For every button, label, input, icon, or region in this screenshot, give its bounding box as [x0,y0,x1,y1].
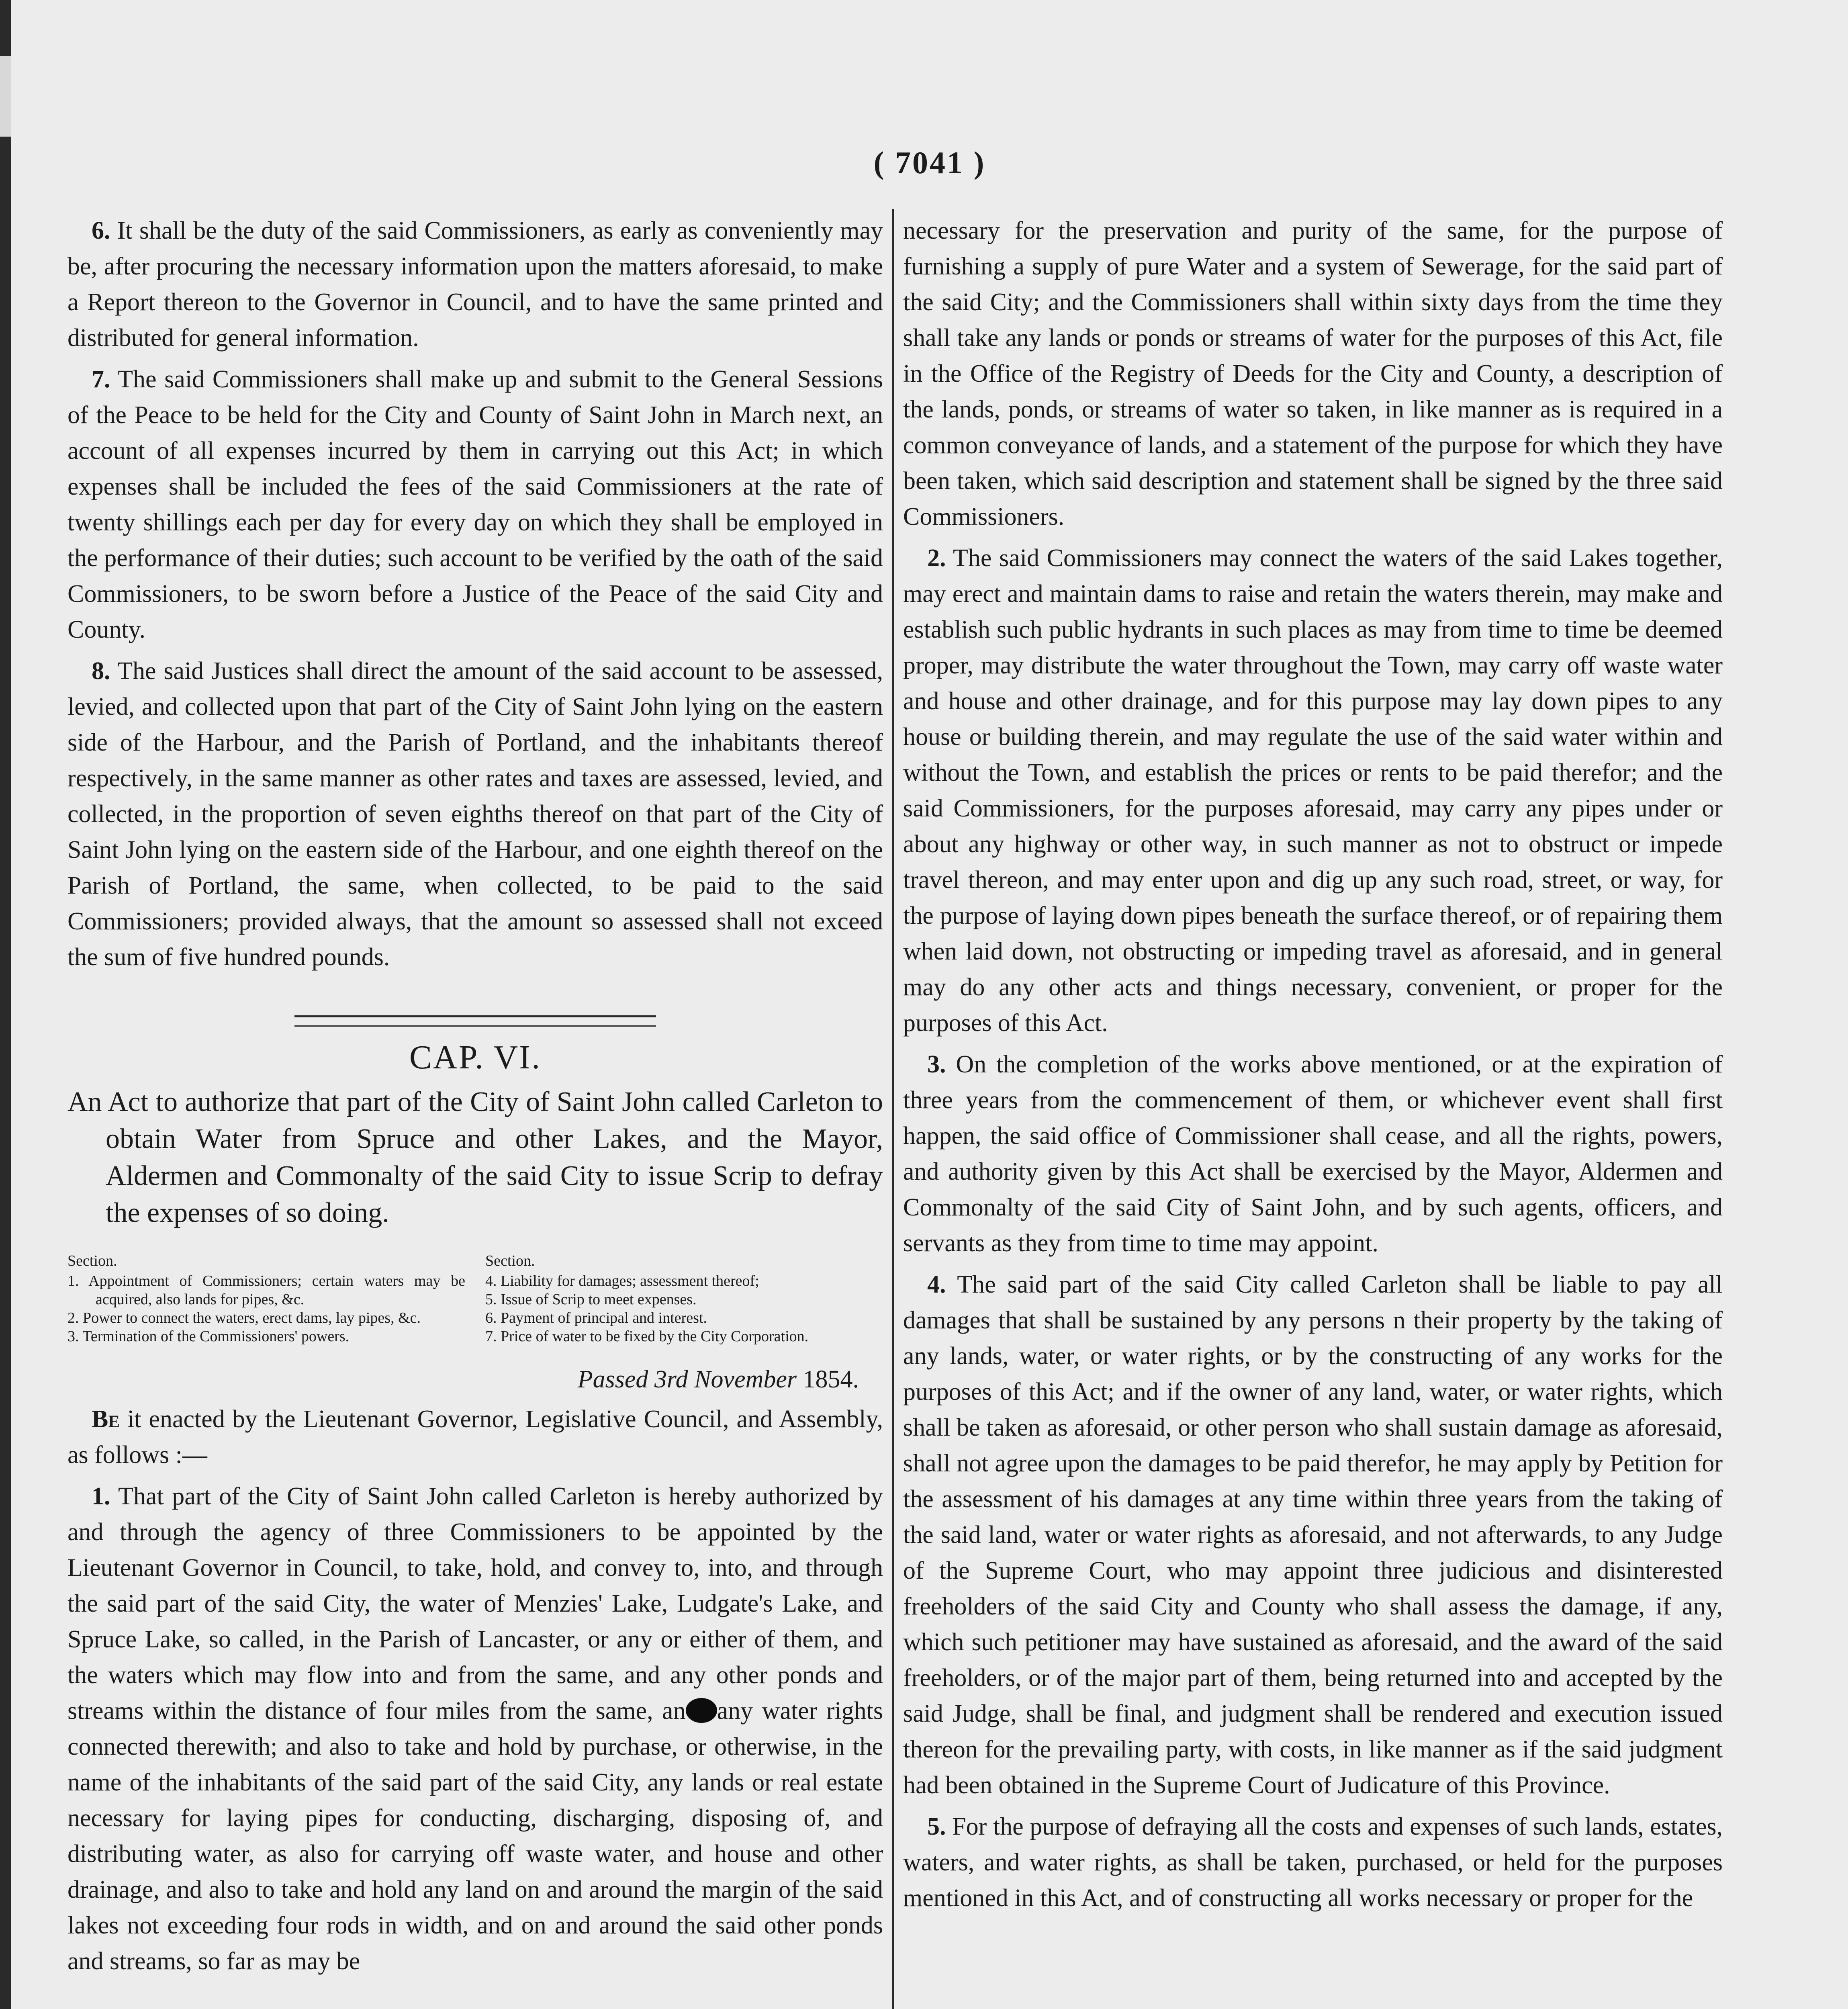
scan-left-edge [0,0,11,2009]
section-4-paragraph [903,1267,1723,1803]
section-3-paragraph [903,1047,1723,1261]
section-text: That part of the City of Saint John called Carleton is hereby authorized by and through the agency of three Commissioners to be appointed by the Lieutenant Governor in Council, to take, hold, and convey to, into, and through the said part of the said City, the water of Menzies' Lake, Ludgate's Lake, and Spruce Lake, so called, in the Parish of Lancaster, or any or either of them, and the waters which may flow into and from the same, and any other ponds and streams within the distance of four miles from the same, an [67,1483,883,1725]
enacting-text: it enacted by the Lieutenant Governor, Legislative Council, and Assembly, as follows :— [67,1405,883,1469]
section-text: For the purpose of defraying all the costs and expenses of such lands, estates, waters, and water rights, as shall be taken, purchased, or held for the purposes mentioned in this Act, and of constructing all works necessary or proper for the [903,1813,1723,1912]
section-1-paragraph [67,1479,883,1979]
section-text: The said Commissioners shall make up and submit to the General Sessions of the Peace to be held for the City and County of Saint John in March next, an account of all expenses incurred by them in carrying out this Act; in which expenses shall be included the fees of the said Commissioners at the rate of twenty shillings each per day for every day on which they shall be employed in the performance of their duties; such account to be verified by the oath of the said Commissioners, to be sworn before a Justice of the Peace of the said City and County. [67,366,883,643]
section-summary-right [485,1252,883,1346]
section-summary-header: Section. [485,1252,535,1269]
section-summary-item: 7. Price of water to be fixed by the City Corporation. [485,1328,809,1345]
section-7-paragraph [67,362,883,648]
scan-edge-notch [0,56,11,137]
section-2-paragraph [903,540,1723,1041]
section-text: any water rights connected therewith; and also to take and hold by purchase, or otherwise, in the name of the inhabitants of the said part of the said City, any lands or real estate necessary for laying pipes for conducting, discharging, disposing of, and distributing water, as also for carrying off waste water, and house and other drainage, and also to take and hold any land on and around the margin of the said lakes not exceeding four rods in width, and on and around the said other ponds and streams, so far as may be [67,1697,883,1975]
section-summary-table [67,1252,883,1346]
section-summary-left [67,1252,465,1346]
passed-date [67,1362,883,1397]
section-text: The said Justices shall direct the amount of the said account to be assessed, levied, and collected upon that part of the City of Saint John lying on the eastern side of the Harbour, and the Parish of Portland, and the inhabitants thereof respectively, in the same manner as other rates and taxes are assessed, levied, and collected, in the proportion of seven eighths thereof on that part of the City of Saint John lying on the eastern side of the Harbour, and one eighth thereof on the Parish of Portland, the same, when collected, to be paid to the said Commissioners; provided always, that the amount so assessed shall not exceed the sum of five hundred pounds. [67,657,883,971]
section-summary-item: 6. Payment of principal and interest. [485,1309,707,1326]
section-text: It shall be the duty of the said Commissioners, as early as conveniently may be, after procuring the necessary information upon the matters aforesaid, to make a Report thereon to the Governor in Council, and to have the same printed and distributed for general information. [67,217,883,352]
section-number: 1. [92,1483,110,1510]
section-8-paragraph [67,653,883,975]
section-5-paragraph [903,1809,1723,1916]
section-summary-item: 2. Power to connect the waters, erect dams, lay pipes, &c. [67,1309,421,1326]
section-number: 5. [927,1813,946,1840]
chapter-divider-rule [294,1015,656,1027]
section-number: 7. [92,366,110,393]
left-column [67,213,883,2009]
section-number: 8. [92,657,110,685]
section-text: The said Commissioners may connect the waters of the said Lakes together, may erect and maintain dams to raise and retain the waters therein, may make and establish such public hydrants in such places as may from time to time be deemed proper, may distribute the water throughout the Town, may carry off waste water and house and other drainage, and for this purpose may lay down pipes to any house or building therein, and may regulate the use of the said water within and without the Town, and establish the prices or rents to be paid therefor; and the said Commissioners, for the purposes aforesaid, may carry any pipes under or about any highway or other way, in such manner as not to obstruct or impede travel thereon, and may enter upon and dig up any such road, street, or way, for the purpose of laying down pipes beneath the surface thereof, or of repairing them when laid down, not obstructing or impeding travel as aforesaid, and in general may do any other acts and things necessary, convenient, or proper for the purposes of this Act. [903,544,1723,1037]
section-1-continuation: necessary for the preservation and purity of the same, for the purpose of furnishing a supply of pure Water and a system of Sewerage, for the said part of the said City; and the Commissioners shall within sixty days from the time they shall take any lands or ponds or streams of water for the purposes of this Act, file in the Office of the Registry of Deeds for the City and County, a description of the lands, ponds, or streams of water so taken, in like manner as is required in a common conveyance of lands, and a statement of the purpose for which they have been taken, which said description and statement shall be signed by the three said Commissioners. [903,217,1723,530]
section-6-paragraph [67,213,883,356]
right-column [903,213,1723,2009]
section-text: The said part of the said City called Carleton shall be liable to pay all damages that shall be sustained by any persons n their property by the taking of any lands, water, or water rights, or by the constructing of any works for the purposes of this Act; and if the owner of any land, water, or water rights, which shall be taken as aforesaid, or other person who shall sustain damage as aforesaid, shall not agree upon the damages to be paid therefor, he may apply by Petition for the assessment of his damages at any time within three years from the taking of the said land, water or water rights as aforesaid, and not afterwards, to any Judge of the Supreme Court, who may appoint three judicious and disinterested freeholders of the said City and County who shall assess the damage, if any, which such petitioner may have sustained as aforesaid, and the award of the said freeholders, or of the major part of them, being returned into and accepted by the said Judge, shall be final, and judgment shall be rendered and execution issued thereon for the prevailing party, with costs, in like manner as if the said judgment had been obtained in the Supreme Court of Judicature of this Province. [903,1271,1723,1799]
passed-year: 1854. [803,1366,859,1393]
passed-label: Passed 3rd November [577,1366,797,1393]
section-number: 2. [927,544,946,572]
section-summary-item: 4. Liability for damages; assessment thereof; [485,1273,759,1289]
enacting-lead: Be [92,1405,120,1433]
section-number: 6. [92,217,110,244]
act-title: An Act to authorize that part of the City of Saint John called Carleton to obtain Water from Spruce and other Lakes, and the Mayor, Aldermen and Commonalty of the said City to issue Scrip to defray the expenses of so doing. [67,1086,883,1228]
document-page [11,0,1848,2009]
section-summary-item: 1. Appointment of Commissioners; certain waters may be acquired, also lands for pipes, &c. [67,1273,465,1308]
section-summary-item: 3. Termination of the Commissioners' powers. [67,1328,350,1345]
enacting-clause [67,1401,883,1473]
section-text: On the completion of the works above mentioned, or at the expiration of three years from the commencement of them, or whichever event shall first happen, the said office of Commissioner shall cease, and all the rights, powers, and authority given by this Act shall be exercised by the Mayor, Aldermen and Commonalty of the said City of Saint John, and by such agents, officers, and servants as they from time to time may appoint. [903,1051,1723,1257]
ink-blot [686,1698,717,1723]
page-number: ( 7041 ) [873,145,986,180]
section-summary-header: Section. [67,1252,117,1269]
column-divider [892,209,894,2009]
section-number: 4. [927,1271,946,1298]
chapter-heading: CAP. VI. [409,1039,542,1076]
section-number: 3. [927,1051,946,1078]
section-summary-item: 5. Issue of Scrip to meet expenses. [485,1291,697,1308]
